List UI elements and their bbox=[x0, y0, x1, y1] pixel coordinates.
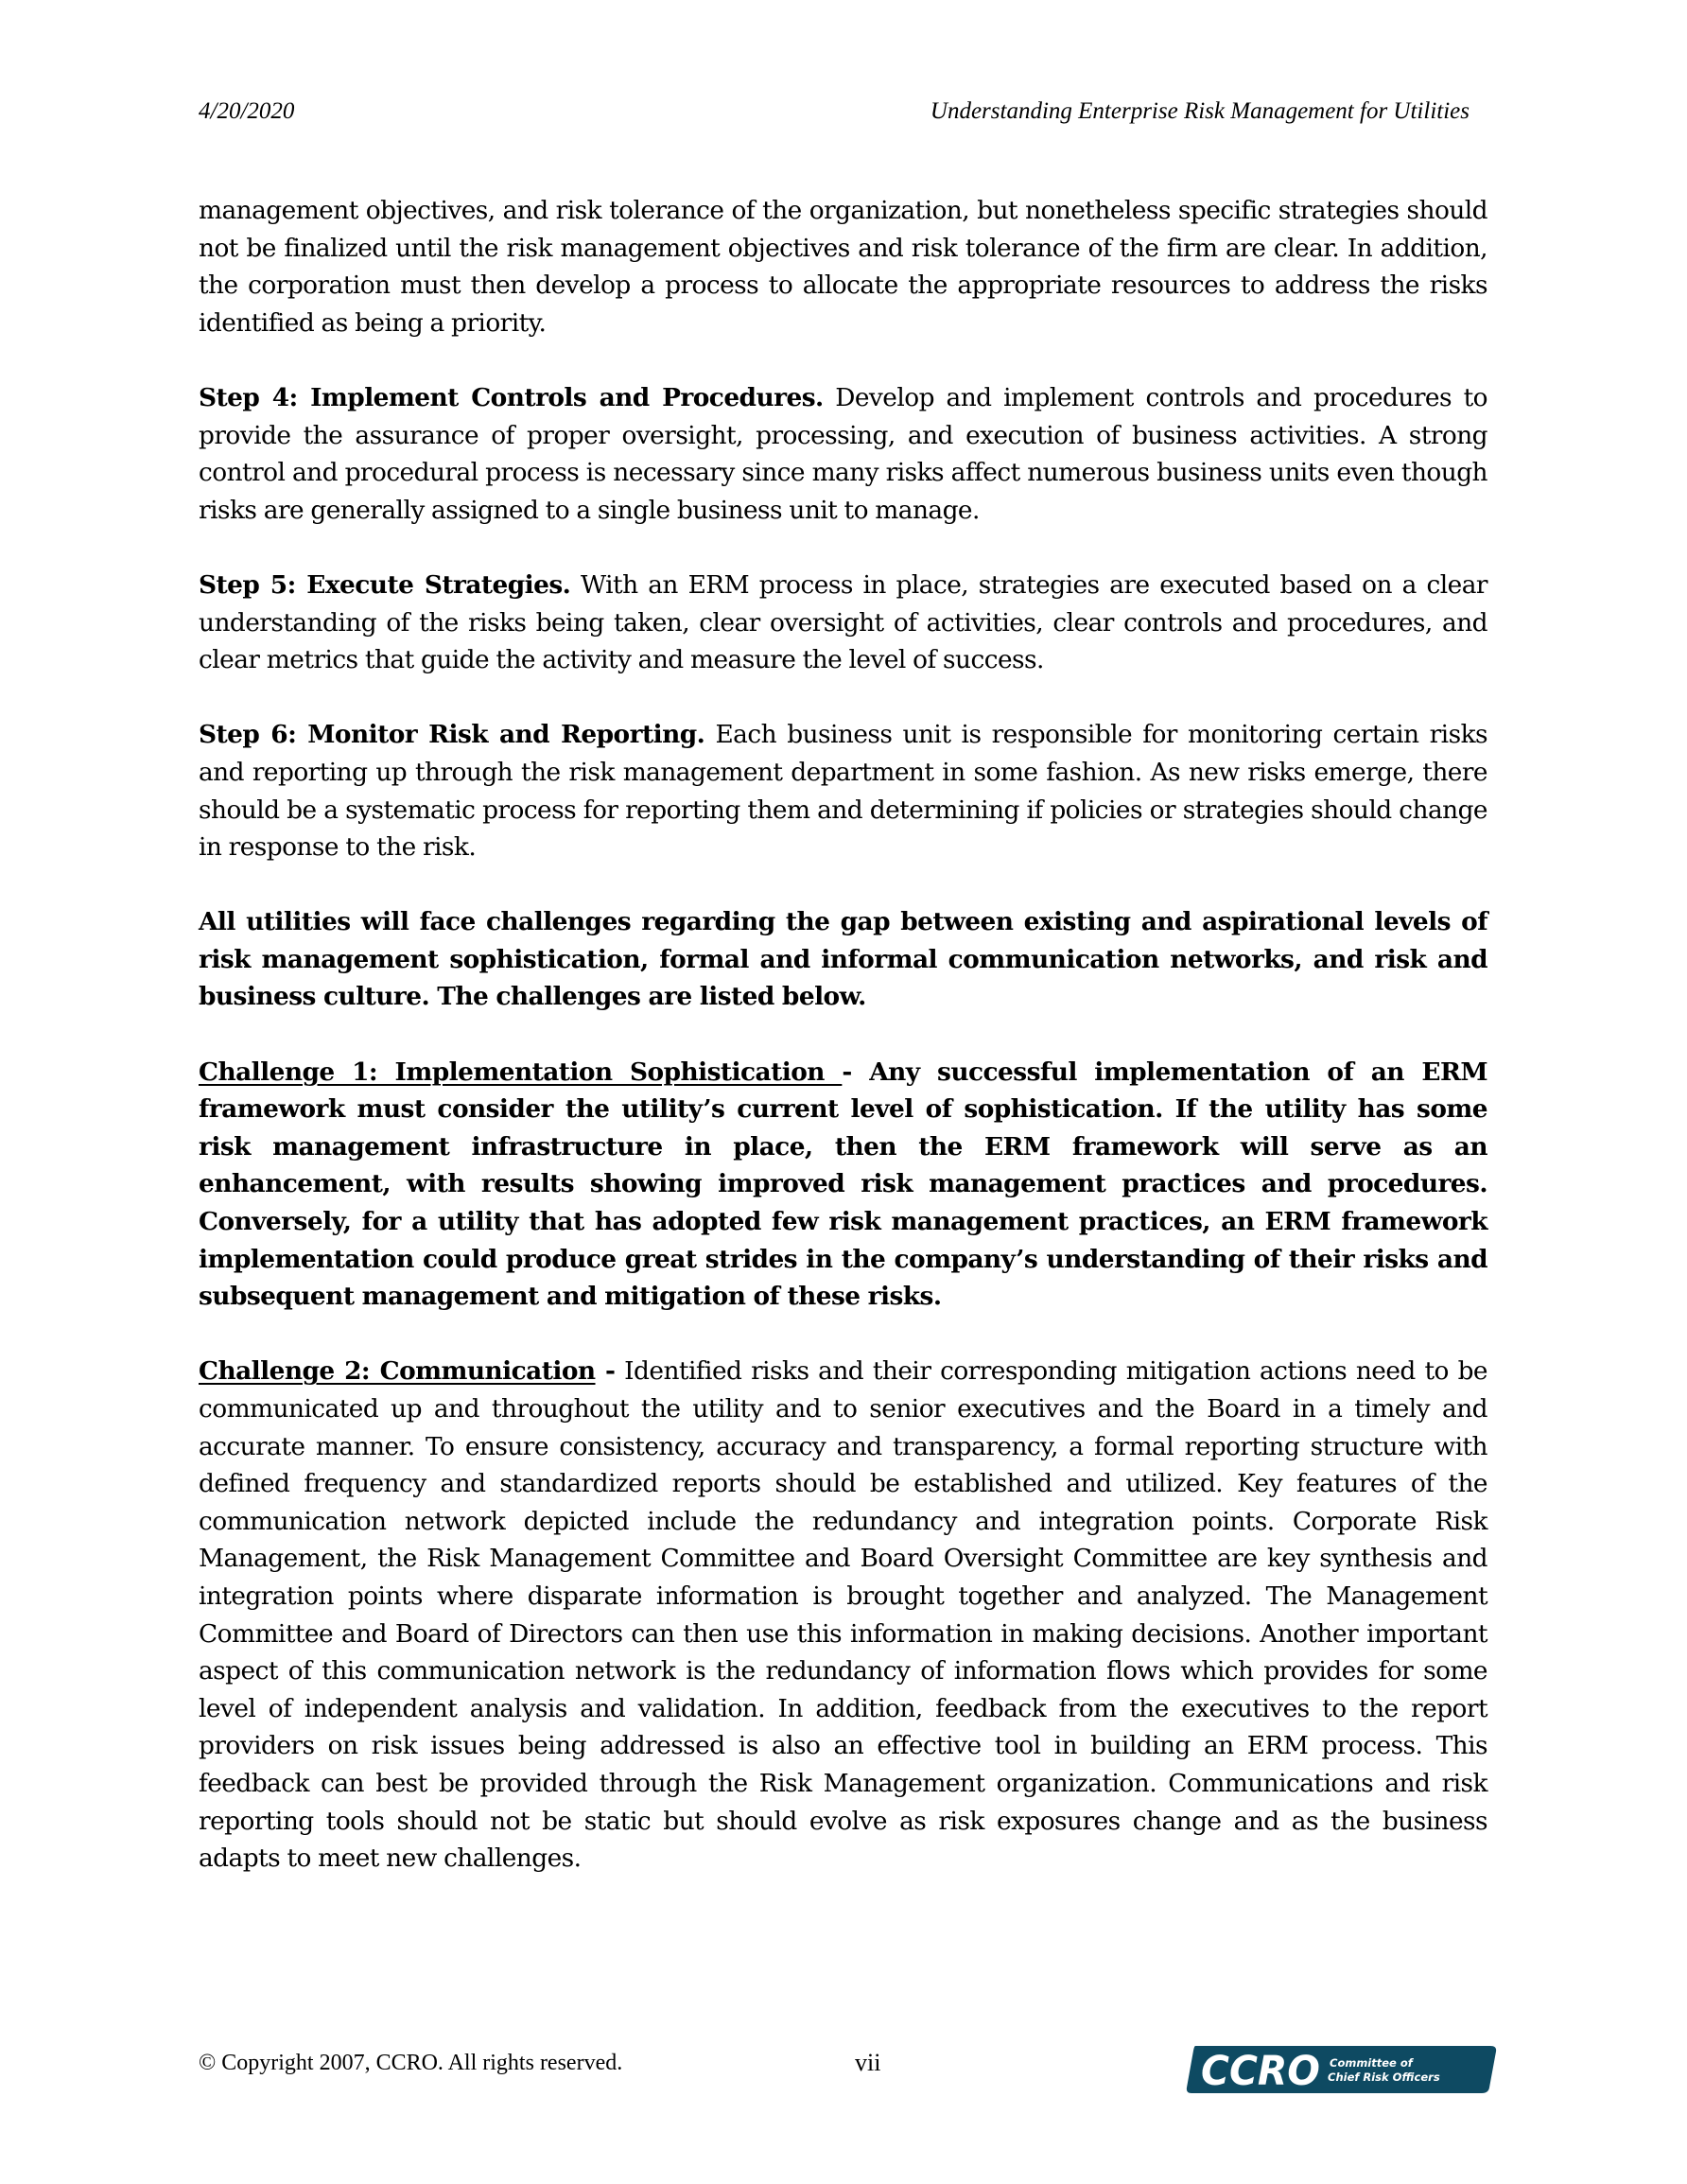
svg-text:CCRO: CCRO bbox=[1201, 2048, 1320, 2093]
step-5-heading: Step 5: Execute Strategies. bbox=[199, 569, 571, 600]
challenge-2-heading: Challenge 2: Communication bbox=[199, 1356, 596, 1387]
page-header bbox=[199, 98, 1470, 132]
step-5-text: With an ERM process in place, strategies are executed based on a clear understanding of the risks being taken, clear oversight of activities, clear controls and procedures, and clear metrics that guide the activity and measure the level of success. bbox=[199, 569, 1487, 675]
challenge-2-separator: - bbox=[595, 1356, 616, 1387]
header-date: 4/20/2020 bbox=[199, 98, 295, 124]
step-6-text: Each business unit is responsible for monitoring certain risks and reporting up through the risk management department in some fashion. As new risks emerge, there should be a systematic process for reporting them and determining if policies or strategies should change in response to the risk. bbox=[199, 720, 1487, 863]
document-body bbox=[199, 192, 1487, 1878]
step-4-text: Develop and implement controls and procedures to provide the assurance of proper oversight, processing, and execution of business activities. A strong control and procedural process is necessary since many risks affect numerous business units even though risks are generally assigned to a single business unit to manage. bbox=[199, 382, 1487, 525]
challenge-2-paragraph bbox=[199, 1353, 1487, 1877]
challenge-1-heading: Challenge 1: Implementation Sophistication bbox=[199, 1057, 843, 1087]
step-4-heading: Step 4: Implement Controls and Procedures. bbox=[199, 382, 824, 412]
challenge-1-text: Any successful implementation of an ERM framework must consider the utility’s current level of sophistication. If the utility has some risk management infrastructure in place, then the ERM framework will serve as an enhancement, with results showing improved risk management practices and procedures. Conversely, for a utility that has adopted few risk management practices, an ERM framework implementation could produce great strides in the company’s understanding of their risks and subsequent management and mitigation of these risks. bbox=[199, 1057, 1488, 1312]
challenge-1-separator: - bbox=[842, 1057, 852, 1087]
intro-paragraph: management objectives, and risk tolerance of the organization, but nonetheless specific strategies should not be finalized until the risk management objectives and risk tolerance of the firm are clear. In addition, the corporation must then develop a process to allocate the appropriate resources to address the risks identified as being a priority. bbox=[199, 196, 1487, 338]
step-5-paragraph bbox=[199, 567, 1487, 679]
ccro-logo bbox=[1186, 2046, 1497, 2093]
page-number: vii bbox=[855, 2049, 881, 2076]
page-footer bbox=[199, 2041, 1498, 2098]
svg-text:Committee of: Committee of bbox=[1330, 2056, 1413, 2070]
challenge-1-paragraph bbox=[199, 1054, 1487, 1316]
step-6-heading: Step 6: Monitor Risk and Reporting. bbox=[199, 720, 705, 750]
step-4-paragraph bbox=[199, 379, 1487, 529]
ccro-logo-icon bbox=[1186, 2046, 1497, 2093]
header-title: Understanding Enterprise Risk Management for Utilities bbox=[930, 98, 1470, 124]
step-6-paragraph bbox=[199, 716, 1487, 865]
copyright-notice: © Copyright 2007, CCRO. All rights reserved. bbox=[199, 2051, 623, 2075]
challenges-intro: All utilities will face challenges regarding the gap between existing and aspirational levels of risk management sophistication, formal and informal communication networks, and risk and business culture. The challenges are listed below. bbox=[199, 907, 1487, 1012]
challenge-2-text: Identified risks and their corresponding mitigation actions need to be communicated up and throughout the utility and to senior executives and the Board in a timely and accurate manner. To ensure consistency, accuracy and transparency, a formal reporting structure with defined frequency and standardized reports should be established and utilized. Key features of the communication network depicted include the redundancy and integration points. Corporate Risk Management, the Risk Management Committee and Board Oversight Committee are key synthesis and integration points where disparate information is brought together and analyzed. The Management Committee and Board of Directors can then use this information in making decisions. Another important aspect of this communication network is the redundancy of information flows which provides for some level of independent analysis and validation. In addition, feedback from the executives to the report providers on risk issues being addressed is also an effective tool in building an ERM process. This feedback can best be provided through the Risk Management organization. Communications and risk reporting tools should not be static but should evolve as risk exposures change and as the business adapts to meet new challenges. bbox=[199, 1356, 1488, 1874]
svg-text:Chief Risk Officers: Chief Risk Officers bbox=[1328, 2070, 1440, 2084]
